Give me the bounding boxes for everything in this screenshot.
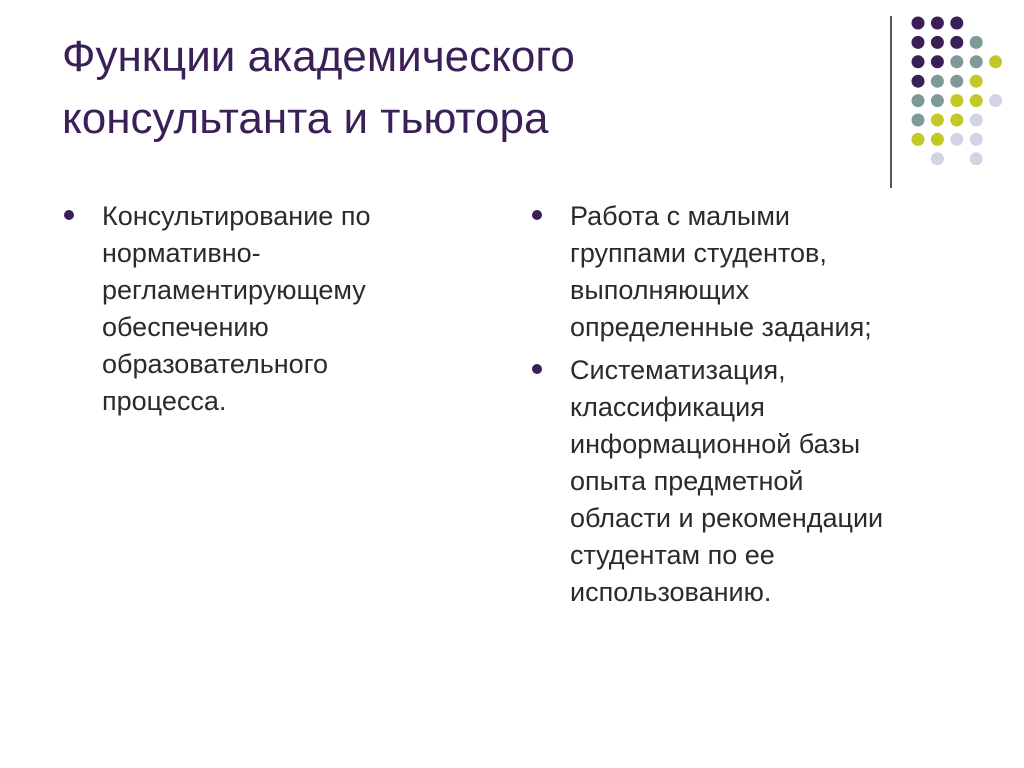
bullet-dot-icon xyxy=(64,210,74,220)
decorative-dot-icon xyxy=(950,114,963,127)
decorative-dot-icon xyxy=(912,114,925,127)
bullet-text xyxy=(570,198,970,346)
bullet-text xyxy=(570,352,970,611)
bullet-line: информационной базы xyxy=(570,429,861,459)
right-column xyxy=(530,198,970,617)
vertical-divider xyxy=(890,16,892,188)
decorative-dot-icon xyxy=(931,94,944,107)
bullet-line: группами студентов, xyxy=(570,238,827,268)
decorative-dot-icon xyxy=(950,75,963,88)
decorative-dot-icon xyxy=(931,114,944,127)
slide-title xyxy=(62,26,862,150)
decorative-dot-icon xyxy=(931,152,944,165)
decorative-dot-icon xyxy=(912,94,925,107)
decorative-dot-icon xyxy=(970,133,983,146)
bullet-line: Консультирование по xyxy=(102,201,371,231)
bullet-line: регламентирующему xyxy=(102,275,366,305)
right-bullet-list xyxy=(530,198,970,611)
bullet-line: обеспечению xyxy=(102,312,269,342)
bullet-item xyxy=(62,198,442,420)
bullet-text xyxy=(102,198,442,420)
bullet-line: образовательного xyxy=(102,349,328,379)
decorative-dot-icon xyxy=(912,17,925,30)
decorative-dot-icon xyxy=(931,133,944,146)
bullet-line: определенные задания; xyxy=(570,312,872,342)
decorative-dot-icon xyxy=(970,36,983,49)
decorative-dot-icon xyxy=(931,75,944,88)
bullet-line: области и рекомендации xyxy=(570,503,884,533)
bullet-line: классификация xyxy=(570,392,765,422)
decorative-dot-icon xyxy=(970,152,983,165)
bullet-line: выполняющих xyxy=(570,275,750,305)
decorative-dot-icon xyxy=(970,55,983,68)
bullet-line: Работа с малыми xyxy=(570,201,790,231)
bullet-dot-icon xyxy=(532,210,542,220)
bullet-dot-icon xyxy=(532,364,542,374)
title-line-1: Функции академического xyxy=(62,32,575,81)
decorative-dot-icon xyxy=(950,17,963,30)
decorative-dot-icon xyxy=(950,55,963,68)
decorative-dot-icon xyxy=(931,17,944,30)
bullet-line: студентам по ее xyxy=(570,540,775,570)
bullet-line: опыта предметной xyxy=(570,466,804,496)
bullet-line: процесса. xyxy=(102,386,227,416)
decorative-dot-icon xyxy=(950,133,963,146)
decorative-dot-icon xyxy=(912,75,925,88)
decorative-dot-icon xyxy=(950,36,963,49)
left-bullet-list xyxy=(62,198,442,420)
decorative-dot-icon xyxy=(989,94,1002,107)
decorative-dot-icon xyxy=(970,94,983,107)
bullet-line: Систематизация, xyxy=(570,355,786,385)
decorative-dot-icon xyxy=(912,55,925,68)
decorative-dot-icon xyxy=(989,55,1002,68)
decorative-dot-icon xyxy=(912,133,925,146)
title-line-2: консультанта и тьютора xyxy=(62,94,549,143)
decorative-dot-icon xyxy=(931,36,944,49)
bullet-item xyxy=(530,198,970,346)
decorative-dot-icon xyxy=(970,114,983,127)
decorative-dot-icon xyxy=(912,36,925,49)
bullet-line: использованию. xyxy=(570,577,772,607)
left-column xyxy=(62,198,442,426)
decorative-dot-icon xyxy=(970,75,983,88)
decorative-dot-icon xyxy=(950,94,963,107)
bullet-item xyxy=(530,352,970,611)
bullet-line: нормативно- xyxy=(102,238,261,268)
decorative-dot-icon xyxy=(931,55,944,68)
